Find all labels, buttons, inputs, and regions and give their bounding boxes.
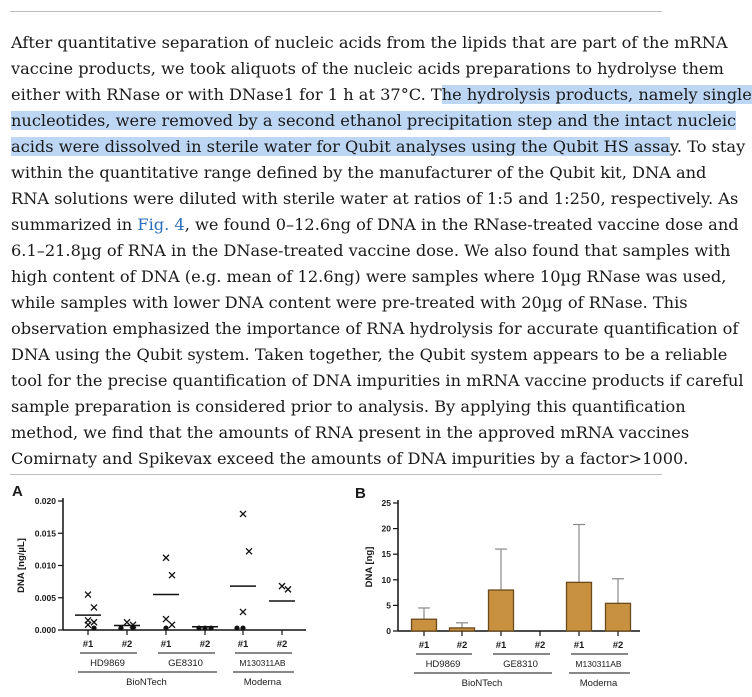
- data-point-x-marker: [91, 604, 97, 610]
- y-tick-label: 0.015: [34, 528, 56, 539]
- x-tick-label: #2: [199, 639, 211, 650]
- figure-panel-a: [0, 476, 340, 696]
- panel-label: A: [12, 483, 23, 500]
- x-tick-label: #2: [456, 640, 468, 651]
- bar: [489, 590, 514, 631]
- paragraph-text: DNA using the Qubit system. Taken together, the Qubit system appears to be a reliable: [11, 345, 728, 364]
- paragraph-line: [11, 342, 728, 368]
- paragraph-text: while samples with lower DNA content were pre-treated with 20µg of RNase. This: [11, 293, 688, 312]
- lot-label: M130311AB: [239, 658, 286, 668]
- x-tick-label: #2: [276, 639, 288, 650]
- y-tick-label: 10: [381, 574, 391, 585]
- manufacturer-label: BioNTech: [126, 677, 167, 688]
- x-tick-label: #1: [418, 640, 430, 651]
- data-point-dot: [240, 625, 245, 630]
- paragraph-text: either with RNase or with DNase1 for 1 h at 37°C. T: [11, 85, 442, 104]
- lot-label: HD9869: [90, 658, 125, 669]
- paragraph-line: [11, 160, 707, 186]
- manufacturer-label: BioNTech: [461, 678, 503, 689]
- data-point-x-marker: [285, 586, 291, 592]
- figure-top-rule: [10, 474, 662, 475]
- paragraph-line: [11, 186, 739, 212]
- data-point-x-marker: [169, 622, 175, 628]
- paragraph-line: [11, 30, 728, 56]
- x-tick-label: #2: [534, 640, 546, 651]
- highlighted-text: he hydrolysis products, namely single: [441, 85, 752, 104]
- y-tick-label: 15: [381, 549, 391, 560]
- paragraph-text: within the quantitative range defined by the manufacturer of the Qubit kit, DNA and: [11, 163, 707, 182]
- paragraph-text: observation emphasized the importance of RNA hydrolysis for accurate quantification of: [11, 319, 739, 338]
- bar: [412, 619, 437, 631]
- paragraph-line: [11, 290, 688, 316]
- y-axis-label: DNA [ng]: [364, 546, 375, 588]
- paragraph-line: [11, 446, 689, 472]
- manufacturer-label: Moderna: [243, 677, 282, 688]
- paragraph-text: Comirnaty and Spikevax exceed the amounts of DNA impurities by a factor>1000.: [11, 449, 689, 468]
- y-tick-label: 0.005: [34, 592, 56, 603]
- paragraph-line: [11, 316, 739, 342]
- paragraph-line: [11, 82, 752, 108]
- bar: [450, 628, 475, 631]
- data-point-x-marker: [246, 548, 252, 554]
- paragraph-line: [11, 264, 727, 290]
- highlighted-text: acids were dissolved in sterile water for Qubit analyses using the Qubit HS assa: [11, 137, 670, 156]
- data-point-dot: [118, 625, 123, 630]
- x-tick-label: #1: [573, 640, 585, 651]
- data-point-x-marker: [85, 592, 91, 598]
- data-point-x-marker: [279, 583, 285, 589]
- paragraph-line: [11, 368, 744, 394]
- y-tick-label: 0.000: [34, 625, 56, 635]
- highlighted-text: nucleotides, were removed by a second ethanol precipitation step and the intact nucleic: [11, 111, 737, 130]
- paragraph-text: tool for the precise quantification of DNA impurities in mRNA vaccine products if careful: [11, 371, 744, 390]
- paragraph-text: summarized in: [11, 215, 138, 234]
- paragraph-line: [11, 108, 737, 134]
- paragraph-text: After quantitative separation of nucleic acids from the lipids that are part of the mRNA: [11, 33, 728, 52]
- data-point-dot: [163, 625, 168, 630]
- article-paragraph: [11, 30, 752, 472]
- x-tick-label: #1: [82, 639, 94, 650]
- y-tick-label: 0.020: [34, 496, 56, 506]
- paragraph-text: method, we find that the amounts of RNA present in the approved mRNA vaccines: [11, 423, 690, 442]
- figure-panel-b: [340, 476, 686, 696]
- paragraph-line: [11, 56, 724, 82]
- lot-label: M130311AB: [575, 659, 622, 669]
- paragraph-line: [11, 394, 686, 420]
- x-tick-label: #2: [612, 640, 624, 651]
- x-tick-label: #1: [237, 639, 249, 650]
- paragraph-line: [11, 134, 746, 160]
- paragraph-text: , we found 0–12.6ng of DNA in the RNase-treated vaccine dose and: [184, 215, 739, 234]
- paragraph-line: [11, 212, 739, 238]
- data-point-x-marker: [169, 572, 175, 578]
- paragraph-line: [11, 238, 731, 264]
- paragraph-text: high content of DNA (e.g. mean of 12.6ng) were samples where 10µg RNase was used,: [11, 267, 727, 286]
- paragraph-text: RNA solutions were diluted with sterile water at ratios of 1:5 and 1:250, respectively. As: [11, 189, 739, 208]
- y-tick-label: 0.010: [34, 560, 56, 571]
- data-point-x-marker: [240, 609, 246, 615]
- data-point-x-marker: [163, 555, 169, 561]
- top-rule: [10, 11, 662, 12]
- data-point-x-marker: [91, 619, 97, 625]
- figure-link[interactable]: Fig. 4: [137, 215, 185, 234]
- data-point-dot: [91, 625, 96, 630]
- data-point-dot: [130, 625, 135, 630]
- manufacturer-label: Moderna: [579, 678, 618, 689]
- x-tick-label: #1: [495, 640, 507, 651]
- y-tick-label: 5: [386, 600, 391, 611]
- y-axis-label: DNA [ng/µL]: [16, 538, 27, 593]
- paragraph-text: sample preparation is considered prior to analysis. By applying this quantification: [11, 397, 686, 416]
- paragraph-text: vaccine products, we took aliquots of the nucleic acids preparations to hydrolyse them: [11, 59, 724, 78]
- x-tick-label: #2: [121, 639, 133, 650]
- data-point-x-marker: [124, 619, 130, 625]
- y-tick-label: 0: [386, 626, 391, 636]
- lot-label: HD9869: [425, 659, 461, 670]
- x-tick-label: #1: [160, 639, 172, 650]
- y-tick-label: 25: [381, 498, 391, 508]
- paragraph-text: 6.1–21.8µg of RNA in the DNase-treated vaccine dose. We also found that samples with: [11, 241, 731, 260]
- bar: [567, 582, 592, 631]
- data-point-dot: [234, 625, 239, 630]
- data-point-x-marker: [240, 511, 246, 517]
- paragraph-text: y. To stay: [669, 137, 746, 156]
- y-tick-label: 20: [381, 523, 391, 534]
- lot-label: GE8310: [168, 658, 203, 669]
- bar: [606, 603, 631, 631]
- lot-label: GE8310: [503, 659, 538, 670]
- data-point-x-marker: [163, 616, 169, 622]
- data-point-x-marker: [85, 622, 91, 628]
- paragraph-line: [11, 420, 690, 446]
- panel-label: B: [355, 485, 366, 502]
